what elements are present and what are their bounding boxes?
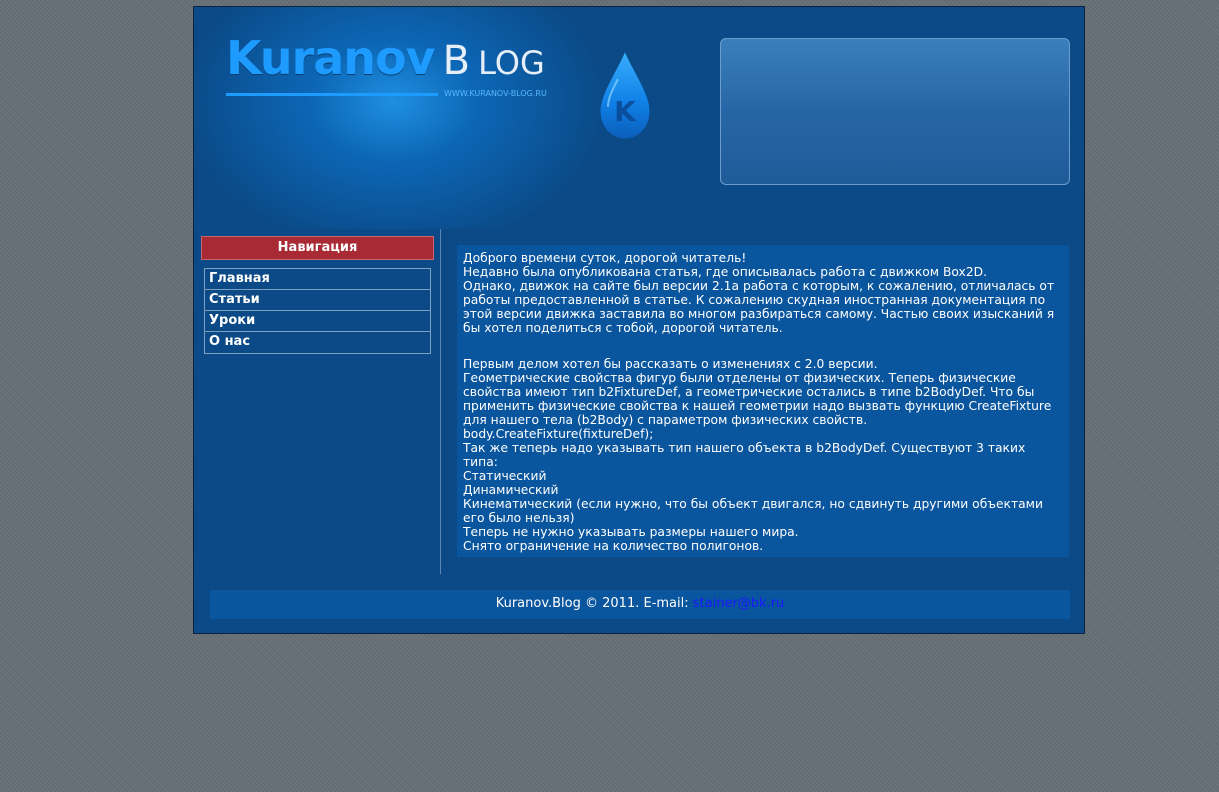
- column-divider: [440, 229, 441, 574]
- logo-blog-rest: LOG: [478, 44, 545, 82]
- article-line: Статический: [463, 469, 547, 483]
- logo-url: WWW.KURANOV-BLOG.RU: [444, 89, 547, 98]
- footer-copyright: Kuranov.Blog © 2011. E-mail:: [495, 596, 693, 611]
- footer-email-link[interactable]: stainer@bk.ru: [692, 596, 785, 611]
- paragraph-gap: [463, 335, 1063, 357]
- article-line: Геометрические свойства фигур были отделены от физических. Теперь физические свойства имеют тип b2FixtureDef, а геометрические остались в типе b2BodyDef. Что бы применить физические свойства к нашей геометрии надо вызвать функцию CreateFixture для нашего тела (b2Body) с параметром физических свойств.: [463, 371, 1056, 427]
- article-line: Первым делом хотел бы рассказать о изменениях с 2.0 версии.: [463, 357, 878, 371]
- article-line: Динамический: [463, 483, 559, 497]
- site-logo[interactable]: [226, 31, 545, 85]
- logo-blog-initial: B: [442, 38, 471, 84]
- article-line: Недавно была опубликована статья, где описывалась работа с движком Box2D.: [463, 265, 988, 279]
- article-line: Теперь не нужно указывать размеры нашего мира.: [463, 525, 799, 539]
- nav-title: Навигация: [201, 236, 434, 260]
- nav-item-lessons[interactable]: Уроки: [205, 311, 430, 332]
- page-container: [193, 6, 1085, 634]
- logo-main-text: Kuranov: [226, 31, 435, 85]
- nav-list: [204, 268, 431, 354]
- site-footer: [210, 590, 1070, 619]
- logo-underline: [226, 93, 438, 96]
- sidebar: [201, 236, 434, 354]
- article-line: Доброго времени суток, дорогой читатель!: [463, 251, 747, 265]
- nav-item-about[interactable]: О нас: [205, 332, 430, 353]
- site-header: [194, 7, 1084, 229]
- article-code-line: body.CreateFixture(fixtureDef);: [463, 427, 654, 441]
- article-line: Кинематический (если нужно, что бы объект двигался, но сдвинуть другими объектами его было нельзя): [463, 497, 1047, 525]
- article-line: Так же теперь надо указывать тип нашего объекта в b2BodyDef. Существуют 3 таких типа:: [463, 441, 1030, 469]
- article-line: Однако, движок на сайте был версии 2.1a работа с которым, к сожалению, отличалась от работы предоставленной в статье. К сожалению скудная иностранная документация по этой версии движка заставила во многом разбираться самому. Частью своих изысканий я бы хотел поделиться с тобой, дорогой читатель.: [463, 279, 1059, 335]
- water-drop-icon: [596, 49, 654, 141]
- nav-item-articles[interactable]: Статьи: [205, 290, 430, 311]
- nav-item-home[interactable]: Главная: [205, 269, 430, 290]
- header-panel: [720, 38, 1070, 185]
- article-content: [457, 245, 1069, 557]
- drop-letter: K: [614, 95, 636, 128]
- article-line: Снято ограничение на количество полигонов.: [463, 539, 764, 553]
